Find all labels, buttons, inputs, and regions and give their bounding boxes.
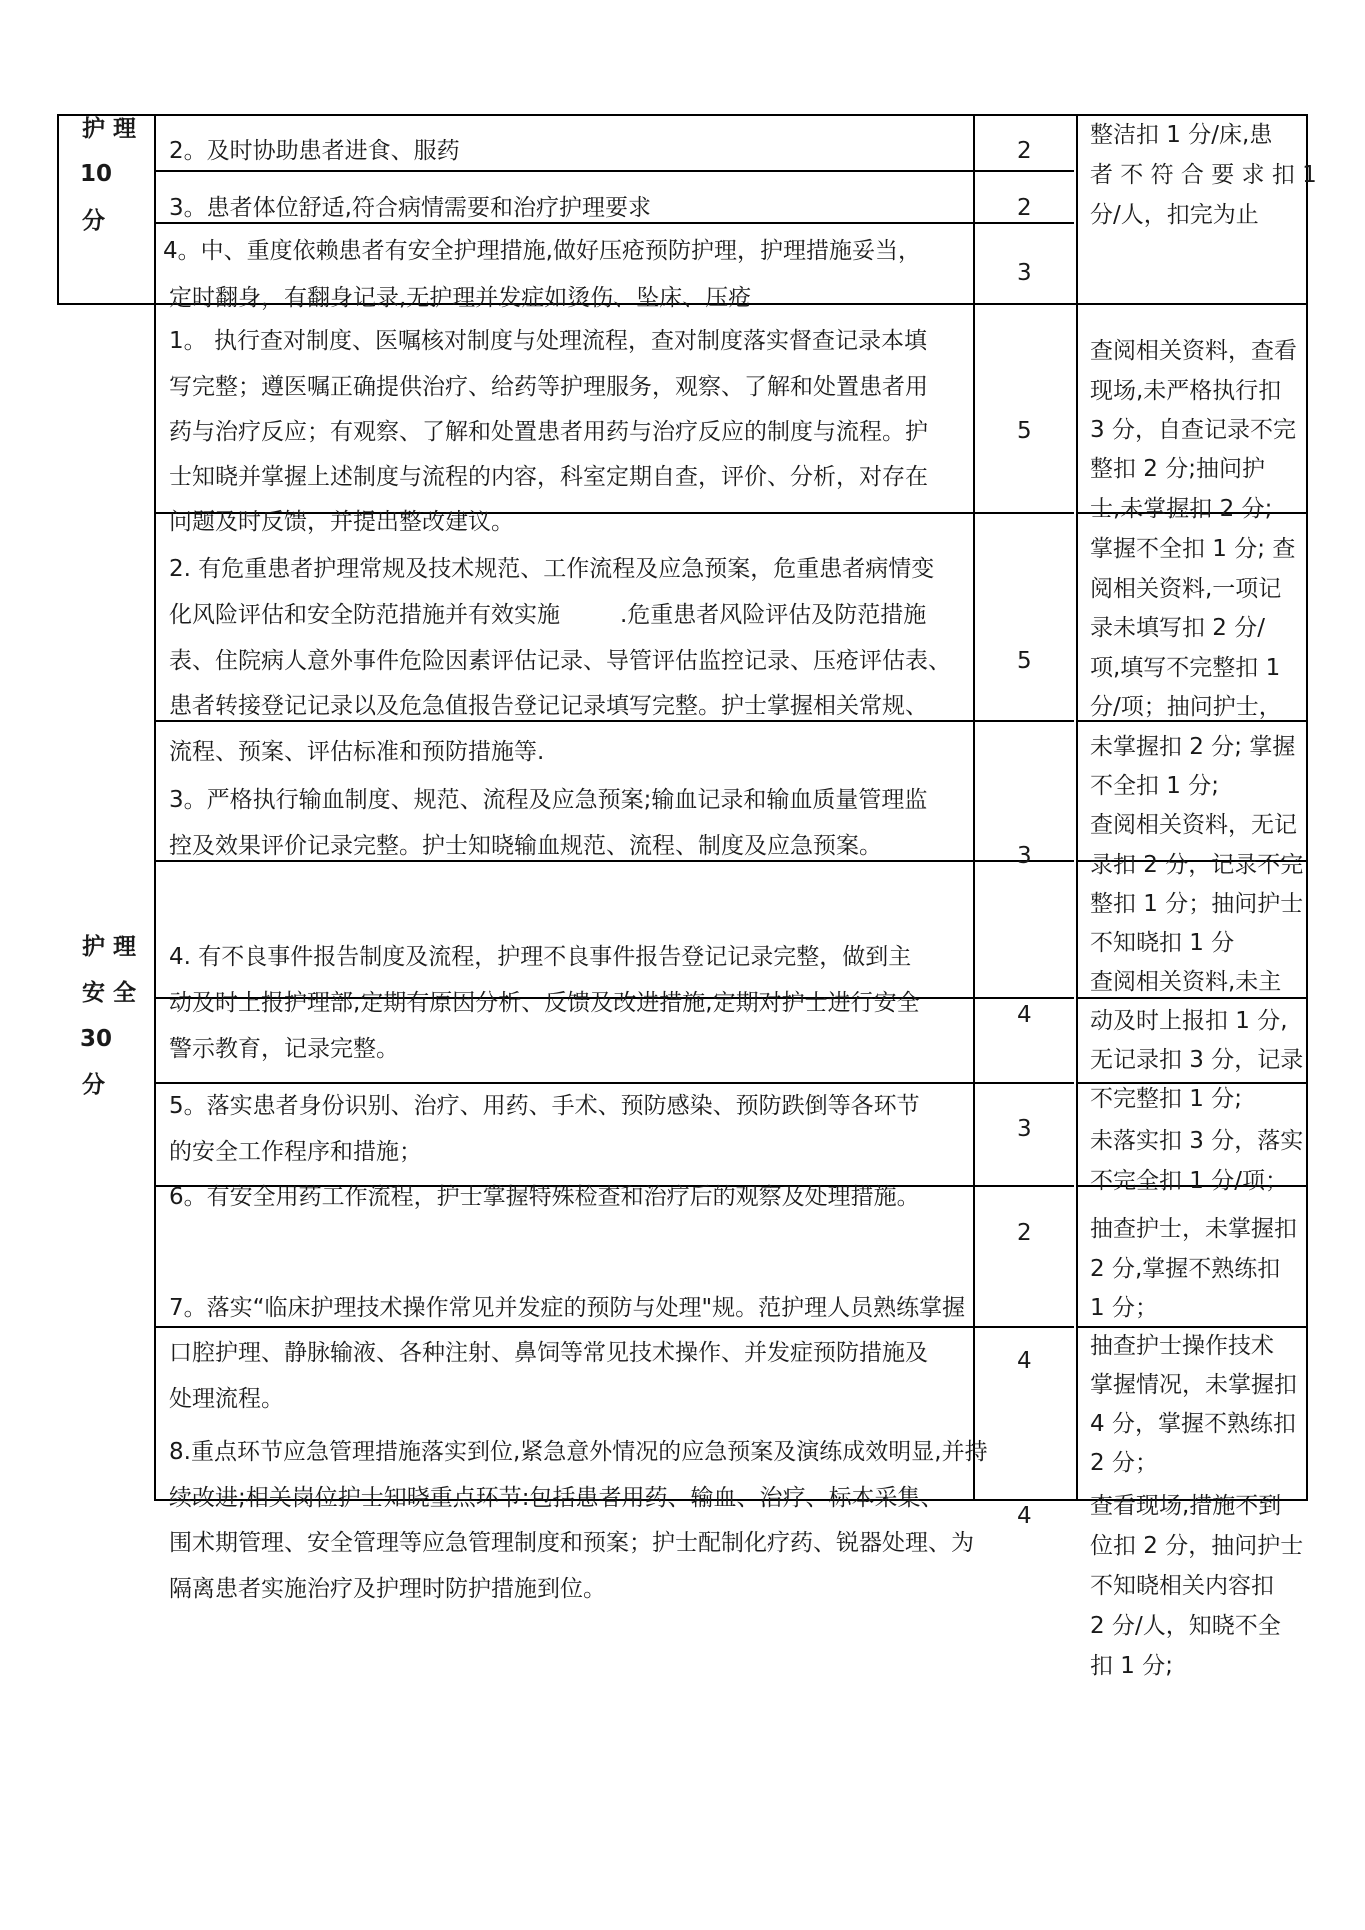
remark-text: 2 分,掌握不熟练扣	[1090, 1256, 1281, 1282]
remark-text: 整洁扣 1 分/床,患	[1090, 122, 1273, 148]
item-text: 5。落实患者身份识别、治疗、用药、手术、预防感染、预防跌倒等各环节	[169, 1093, 920, 1119]
remark-text: 不知晓相关内容扣	[1090, 1573, 1274, 1599]
item-score: 3	[1017, 1116, 1032, 1142]
category-label: 30	[80, 1026, 113, 1052]
item-text: 2。及时协助患者进食、服药	[169, 138, 460, 164]
row-divider	[154, 1082, 1074, 1084]
item-text: 动及时上报护理部,定期有原因分析、反馈及改进措施,定期对护士进行安全	[169, 990, 920, 1016]
remark-text: 项,填写不完整扣 1	[1090, 655, 1281, 681]
remark-text: 4 分，掌握不熟练扣	[1090, 1411, 1296, 1437]
row-divider	[154, 170, 1074, 172]
category-label: 10	[80, 161, 113, 187]
table-left-border	[57, 114, 59, 304]
remark-text: 者 不 符 合 要 求 扣 1	[1090, 162, 1317, 188]
category-label: 安 全	[82, 980, 137, 1006]
remark-text: 不知晓扣 1 分	[1090, 930, 1235, 956]
remark-text: 未掌握扣 2 分; 掌握	[1090, 734, 1296, 760]
remark-text: 查阅相关资料,未主	[1090, 969, 1282, 995]
remark-text: 整扣 2 分;抽问护	[1090, 456, 1266, 482]
item-score: 4	[1017, 1503, 1032, 1529]
remark-text: 不全扣 1 分;	[1090, 773, 1220, 799]
item-score: 2	[1017, 1220, 1032, 1246]
remark-text: 抽查护士，未掌握扣	[1090, 1216, 1297, 1242]
category-label: 护 理	[82, 934, 137, 960]
remark-text: 掌握情况，未掌握扣	[1090, 1372, 1297, 1398]
remark-text: 不完整扣 1 分;	[1090, 1086, 1243, 1112]
table-right-border	[1306, 114, 1308, 1501]
item-score: 3	[1017, 260, 1032, 286]
remark-text: 士,未掌握扣 2 分;	[1090, 496, 1273, 522]
row-divider	[154, 1326, 1074, 1328]
remark-text: 2 分/人，知晓不全	[1090, 1613, 1281, 1639]
score-column-right-divider	[1076, 114, 1078, 1501]
remark-text: 整扣 1 分；抽问护士	[1090, 891, 1304, 917]
remark-text: 位扣 2 分，抽问护士	[1090, 1533, 1304, 1559]
item-text: 士知晓并掌握上述制度与流程的内容，科室定期自查，评价、分析，对存在	[169, 464, 928, 490]
category-label: 护 理	[82, 116, 137, 142]
item-text: 4。中、重度依赖患者有安全护理措施,做好压疮预防护理，护理措施妥当，	[163, 238, 921, 264]
category-column-divider	[154, 114, 156, 1501]
item-text: 药与治疗反应；有观察、了解和处置患者用药与治疗反应的制度与流程。护	[169, 419, 928, 445]
remark-text: 未落实扣 3 分，落实	[1090, 1128, 1304, 1154]
remark-text: 动及时上报扣 1 分,	[1090, 1008, 1288, 1034]
item-text: 8.重点环节应急管理措施落实到位,紧急意外情况的应急预案及演练成效明显,并持	[169, 1439, 988, 1465]
remark-text: 3 分，自查记录不完	[1090, 417, 1296, 443]
item-score: 4	[1017, 1002, 1032, 1028]
remark-divider	[1076, 1326, 1306, 1328]
row-divider	[154, 860, 1074, 862]
item-score: 3	[1017, 843, 1032, 869]
remark-text: 现场,未严格执行扣	[1090, 378, 1282, 404]
item-text: .危重患者风险评估及防范措施	[620, 602, 927, 628]
remark-text: 阅相关资料,一项记	[1090, 576, 1282, 602]
item-text: 6。有安全用药工作流程，护士掌握特殊检查和治疗后的观察及处理措施。	[169, 1184, 920, 1210]
item-score: 5	[1017, 648, 1032, 674]
item-text: 处理流程。	[169, 1386, 284, 1412]
category-label: 分	[82, 208, 105, 234]
remark-text: 分/项；抽问护士，	[1090, 694, 1282, 720]
row-divider	[154, 720, 1074, 722]
item-text: 化风险评估和安全防范措施并有效实施	[169, 602, 560, 628]
item-text: 写完整；遵医嘱正确提供治疗、给药等护理服务，观察、了解和处置患者用	[169, 374, 928, 400]
item-text: 2. 有危重患者护理常规及技术规范、工作流程及应急预案，危重患者病情变	[169, 556, 935, 582]
item-text: 3。严格执行输血制度、规范、流程及应急预案;输血记录和输血质量管理监	[169, 787, 928, 813]
table-top-border	[57, 114, 1307, 116]
item-text: 围术期管理、安全管理等应急管理制度和预案；护士配制化疗药、锐器处理、为	[169, 1530, 974, 1556]
remark-text: 查阅相关资料，查看	[1090, 338, 1297, 364]
category-label: 分	[82, 1072, 105, 1098]
remark-text: 2 分；	[1090, 1450, 1158, 1476]
item-text: 隔离患者实施治疗及护理时防护措施到位。	[169, 1576, 606, 1602]
item-text: 7。落实“临床护理技术操作常见并发症的预防与处理"规。范护理人员熟练掌握	[169, 1295, 966, 1321]
item-text: 口腔护理、静脉输液、各种注射、鼻饲等常见技术操作、并发症预防措施及	[169, 1340, 928, 1366]
remark-text: 分/人，扣完为止	[1090, 202, 1259, 228]
remark-divider	[1076, 997, 1306, 999]
remark-text: 1 分；	[1090, 1295, 1158, 1321]
remark-text: 录扣 2 分，记录不完	[1090, 852, 1304, 878]
item-text: 警示教育，记录完整。	[169, 1036, 399, 1062]
item-score: 5	[1017, 418, 1032, 444]
remark-text: 不完全扣 1 分/项；	[1090, 1168, 1289, 1194]
remark-text: 查阅相关资料，无记	[1090, 812, 1297, 838]
item-text: 续改进;相关岗位护士知晓重点环节:包括患者用药、输血、治疗、标本采集、	[169, 1485, 944, 1511]
item-text: 定时翻身，有翻身记录,无护理并发症如烫伤、坠床、压疮	[169, 285, 752, 311]
item-text: 的安全工作程序和措施；	[169, 1139, 422, 1165]
remark-text: 录未填写扣 2 分/	[1090, 615, 1266, 641]
item-text: 流程、预案、评估标准和预防措施等.	[169, 739, 545, 765]
item-text: 患者转接登记记录以及危急值报告登记记录填写完整。护士掌握相关常规、	[169, 693, 928, 719]
remark-text: 查看现场,措施不到	[1090, 1493, 1282, 1519]
remark-divider	[1076, 1082, 1306, 1084]
item-text: 3。患者体位舒适,符合病情需要和治疗护理要求	[169, 195, 651, 221]
remark-text: 无记录扣 3 分，记录	[1090, 1047, 1304, 1073]
item-score: 4	[1017, 1348, 1032, 1374]
remark-text: 扣 1 分;	[1090, 1653, 1174, 1679]
item-text: 1。 执行查对制度、医嘱核对制度与处理流程，查对制度落实督查记录本填	[169, 328, 927, 354]
item-text: 4. 有不良事件报告制度及流程，护理不良事件报告登记记录完整，做到主	[169, 944, 912, 970]
remark-text: 抽查护士操作技术	[1090, 1333, 1274, 1359]
score-column-left-divider	[973, 114, 975, 1501]
remark-text: 掌握不全扣 1 分; 查	[1090, 536, 1296, 562]
item-text: 表、住院病人意外事件危险因素评估记录、导管评估监控记录、压疮评估表、	[169, 648, 951, 674]
item-score: 2	[1017, 195, 1032, 221]
item-text: 问题及时反馈，并提出整改建议。	[169, 509, 514, 535]
row-divider	[154, 222, 1074, 224]
item-score: 2	[1017, 138, 1032, 164]
item-text: 控及效果评价记录完整。护士知晓输血规范、流程、制度及应急预案。	[169, 833, 882, 859]
remark-divider	[1076, 720, 1306, 722]
